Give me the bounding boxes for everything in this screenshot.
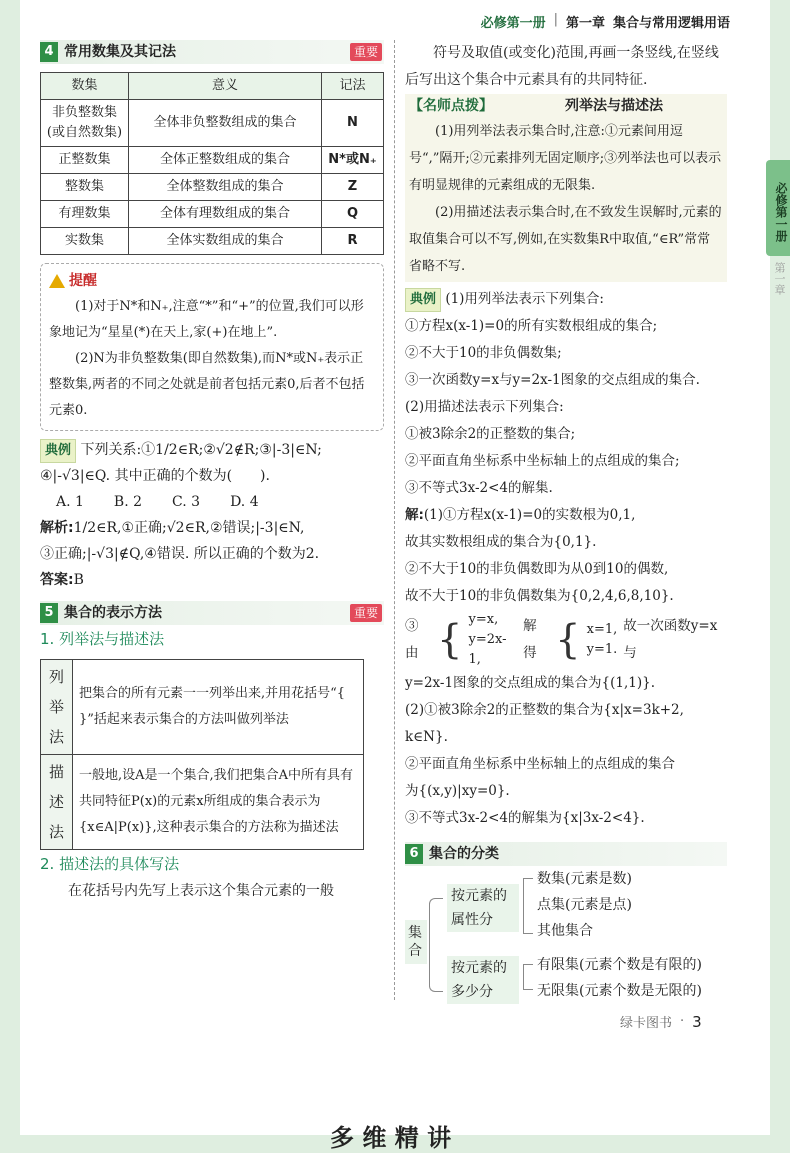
- header-chapter: 第一章: [565, 16, 605, 31]
- example-line: ①被3除余2的正整数的集合;: [405, 426, 576, 442]
- subheading: 2. 描述法的具体写法: [40, 855, 180, 873]
- row-text: 一般地,设A是一个集合,我们把集合A中所有具有共同特征P(x)的元素x所组成的集合表示为{x∈A|P(x)},这种表示集合的方法称为描述法: [73, 755, 364, 850]
- section-6-heading: [405, 842, 727, 866]
- answer-label: 答案:: [40, 572, 74, 588]
- tip-paragraph: (1)用列举法表示集合时,注意:①元素间用逗号“,”隔开;②元素排列无固定顺序;③列举法也可以表示有明显规律的元素组成的无限集.: [409, 124, 722, 193]
- tip-box: [405, 94, 727, 282]
- table-row: [41, 100, 384, 147]
- tree-connector: [523, 878, 533, 934]
- tip-label: 【名师点拨】: [409, 98, 493, 114]
- table-header-row: [41, 73, 384, 100]
- table-cell: Q: [322, 201, 384, 228]
- footer-brand: 绿卡图书: [620, 1016, 673, 1031]
- table-row: [41, 201, 384, 228]
- solution-line: 故其实数根组成的集合为{0,1}.: [405, 534, 597, 550]
- tree-connector: [429, 898, 443, 992]
- representation-table: [40, 659, 364, 850]
- tree-leaf: 有限集(元素个数是有限的): [537, 957, 702, 973]
- header-separator: |: [553, 12, 558, 27]
- solution-line: ③不等式3x-2<4的解集为{x|3x-2<4}.: [405, 810, 645, 826]
- system-a-eq1: y=x,: [468, 612, 499, 627]
- solution-line: (2)①被3除余2的正整数的集合为{x|x=3k+2,: [405, 702, 684, 718]
- header-book: 必修第一册: [480, 16, 546, 31]
- section-4-heading: [40, 40, 384, 64]
- option-d: D. 4: [230, 494, 259, 510]
- next-page-heading-peek: 多 维 精 讲: [330, 1123, 452, 1152]
- answer-options: [40, 489, 384, 515]
- tree-branch-count: 按元素的多少分: [447, 956, 519, 1004]
- solution-text: 1/2∈R,①正确;√2∈R,②错误;|-3|∈N,: [73, 520, 305, 536]
- solution-line: (1)①方程x(x-1)=0的实数根为0,1,: [423, 507, 636, 523]
- example-line: ①方程x(x-1)=0的所有实数根组成的集合;: [405, 318, 658, 334]
- tip-paragraph: (2)用描述法表示集合时,在不致发生误解时,元素的取值集合可以不写,例如,在实数集R中取值,“∈R”常常省略不写.: [409, 205, 722, 274]
- equation-system-line: [405, 610, 727, 670]
- table-cell: 全体正整数组成的集合: [129, 147, 322, 174]
- tree-root: 集合: [405, 920, 427, 964]
- row-label: 列举法: [41, 660, 73, 755]
- option-a: A. 1: [56, 494, 84, 510]
- example-line: (1)用列举法表示下列集合:: [445, 291, 604, 307]
- option-b: B. 2: [113, 494, 143, 510]
- system-a: [469, 610, 518, 670]
- row-text: 把集合的所有元素一一列举出来,并用花括号“{ }”括起来表示集合的方法叫做列举法: [73, 660, 364, 755]
- system-b-eq1: x=1,: [586, 622, 618, 637]
- paragraph: 符号及取值(或变化)范围,再画一条竖线,在竖线后写出这个集合中元素具有的共同特征.: [405, 45, 719, 88]
- section-title: 集合的分类: [429, 846, 499, 862]
- classification-tree: [405, 871, 727, 1014]
- table-cell: 实数集: [41, 228, 129, 255]
- system-mid: 解得: [523, 618, 537, 661]
- solution-line: 为{(x,y)|xy=0}.: [405, 783, 510, 799]
- example-line: (2)用描述法表示下列集合:: [405, 399, 564, 415]
- footer-dot: ·: [680, 1014, 685, 1029]
- row-label: 描述法: [41, 755, 73, 850]
- table-cell: 整数集: [41, 174, 129, 201]
- table-row: [41, 755, 364, 850]
- tree-leaf: 无限集(元素个数是无限的): [537, 983, 702, 999]
- section-title: 集合的表示方法: [64, 605, 162, 621]
- solution-text: ③正确;|-√3|∉Q,④错误. 所以正确的个数为2.: [40, 546, 320, 562]
- page-footer: [620, 1012, 702, 1031]
- reminder-paragraph: (2)N为非负整数集(即自然数集),而N*或N₊表示正整数集,两者的不同之处就是前者包括元素0,后者不包括元素0.: [49, 351, 365, 418]
- header-chapter-title: 集合与常用逻辑用语: [612, 16, 730, 31]
- section-title: 常用数集及其记法: [64, 44, 176, 60]
- example-tag: 典例: [40, 439, 76, 463]
- table-cell: 全体实数组成的集合: [129, 228, 322, 255]
- tree-leaf: 点集(元素是点): [537, 897, 632, 913]
- running-header: [400, 12, 730, 32]
- table-cell: 正整数集: [41, 147, 129, 174]
- table-cell: 全体非负整数组成的集合: [129, 100, 322, 147]
- example-question: 下列关系:①1/2∈R;②√2∉R;③|-3|∈N;: [80, 442, 322, 458]
- table-row: [41, 228, 384, 255]
- important-badge: 重要: [350, 43, 382, 61]
- section-number: 6: [405, 844, 423, 864]
- table-header: 数集: [41, 73, 129, 100]
- table-cell: N: [322, 100, 384, 147]
- reminder-paragraph: (1)对于N*和N₊,注意“*”和“+”的位置,我们可以形象地记为“星星(*)在天上,家(+)在地上”.: [49, 299, 364, 340]
- example-line: ②平面直角坐标系中坐标轴上的点组成的集合;: [405, 453, 680, 469]
- table-row: [41, 174, 384, 201]
- option-c: C. 3: [172, 494, 201, 510]
- table-cell: N*或N₊: [322, 147, 384, 174]
- right-column: [405, 40, 727, 1014]
- tree-branch-attribute: 按元素的属性分: [447, 884, 519, 932]
- table-row: [41, 660, 364, 755]
- example-block: [40, 437, 384, 593]
- example-tag: 典例: [405, 288, 441, 312]
- left-brace: {: [555, 617, 581, 663]
- table-header: 记法: [322, 73, 384, 100]
- tree-leaf: 其他集合: [537, 923, 593, 939]
- subheading: 1. 列举法与描述法: [40, 630, 165, 648]
- column-divider: [394, 40, 395, 1000]
- table-cell: 非负整数集(或自然数集): [41, 100, 129, 147]
- section-number: 5: [40, 603, 58, 623]
- table-header: 意义: [129, 73, 322, 100]
- warning-icon: [49, 274, 65, 288]
- example-line: ③不等式3x-2<4的解集.: [405, 480, 553, 496]
- solution-line: ②不大于10的非负偶数即为从0到10的偶数,: [405, 561, 669, 577]
- example-question: ④|-√3|∈Q. 其中正确的个数为( ).: [40, 468, 270, 484]
- tip-heading: [409, 94, 723, 118]
- system-prefix: ③由: [405, 618, 419, 661]
- example-block: [405, 286, 727, 832]
- tree-connector: [523, 964, 533, 990]
- system-a-eq2: y=2x-1,: [468, 632, 507, 667]
- solution-line: k∈N}.: [405, 729, 448, 745]
- answer-value: B: [73, 572, 84, 588]
- tip-title: 列举法与描述法: [565, 98, 663, 114]
- side-tab-chapter[interactable]: 第一章: [773, 262, 786, 295]
- page-number: 3: [692, 1012, 702, 1031]
- table-cell: 全体有理数组成的集合: [129, 201, 322, 228]
- section-number: 4: [40, 42, 58, 62]
- solution-line: ②平面直角坐标系中坐标轴上的点组成的集合: [405, 756, 675, 772]
- system-post: 故一次函数y=x与: [623, 618, 718, 661]
- reminder-label: 提醒: [69, 273, 97, 289]
- reminder-box: [40, 263, 384, 431]
- table-cell: 全体整数组成的集合: [129, 174, 322, 201]
- table-cell: Z: [322, 174, 384, 201]
- system-b: [587, 620, 618, 660]
- important-badge: 重要: [350, 604, 382, 622]
- solution-line: y=2x-1图象的交点组成的集合为{(1,1)}.: [405, 675, 656, 691]
- number-sets-table: [40, 72, 384, 255]
- section-5-heading: [40, 601, 384, 625]
- table-row: [41, 147, 384, 174]
- paragraph: 在花括号内先写上表示这个集合元素的一般: [68, 883, 334, 899]
- solution-label: 解析:: [40, 520, 74, 536]
- example-line: ②不大于10的非负偶数集;: [405, 345, 562, 361]
- table-cell: 有理数集: [41, 201, 129, 228]
- system-b-eq2: y=1.: [586, 642, 618, 657]
- reminder-title: [49, 268, 375, 294]
- solution-label: 解:: [405, 507, 424, 523]
- left-brace: {: [437, 617, 463, 663]
- example-line: ③一次函数y=x与y=2x-1图象的交点组成的集合.: [405, 372, 700, 388]
- left-column: [40, 40, 384, 904]
- solution-line: 故不大于10的非负偶数集为{0,2,4,6,8,10}.: [405, 588, 674, 604]
- table-cell: R: [322, 228, 384, 255]
- side-tab-book[interactable]: 必修第一册: [766, 160, 790, 256]
- tree-leaf: 数集(元素是数): [537, 871, 632, 887]
